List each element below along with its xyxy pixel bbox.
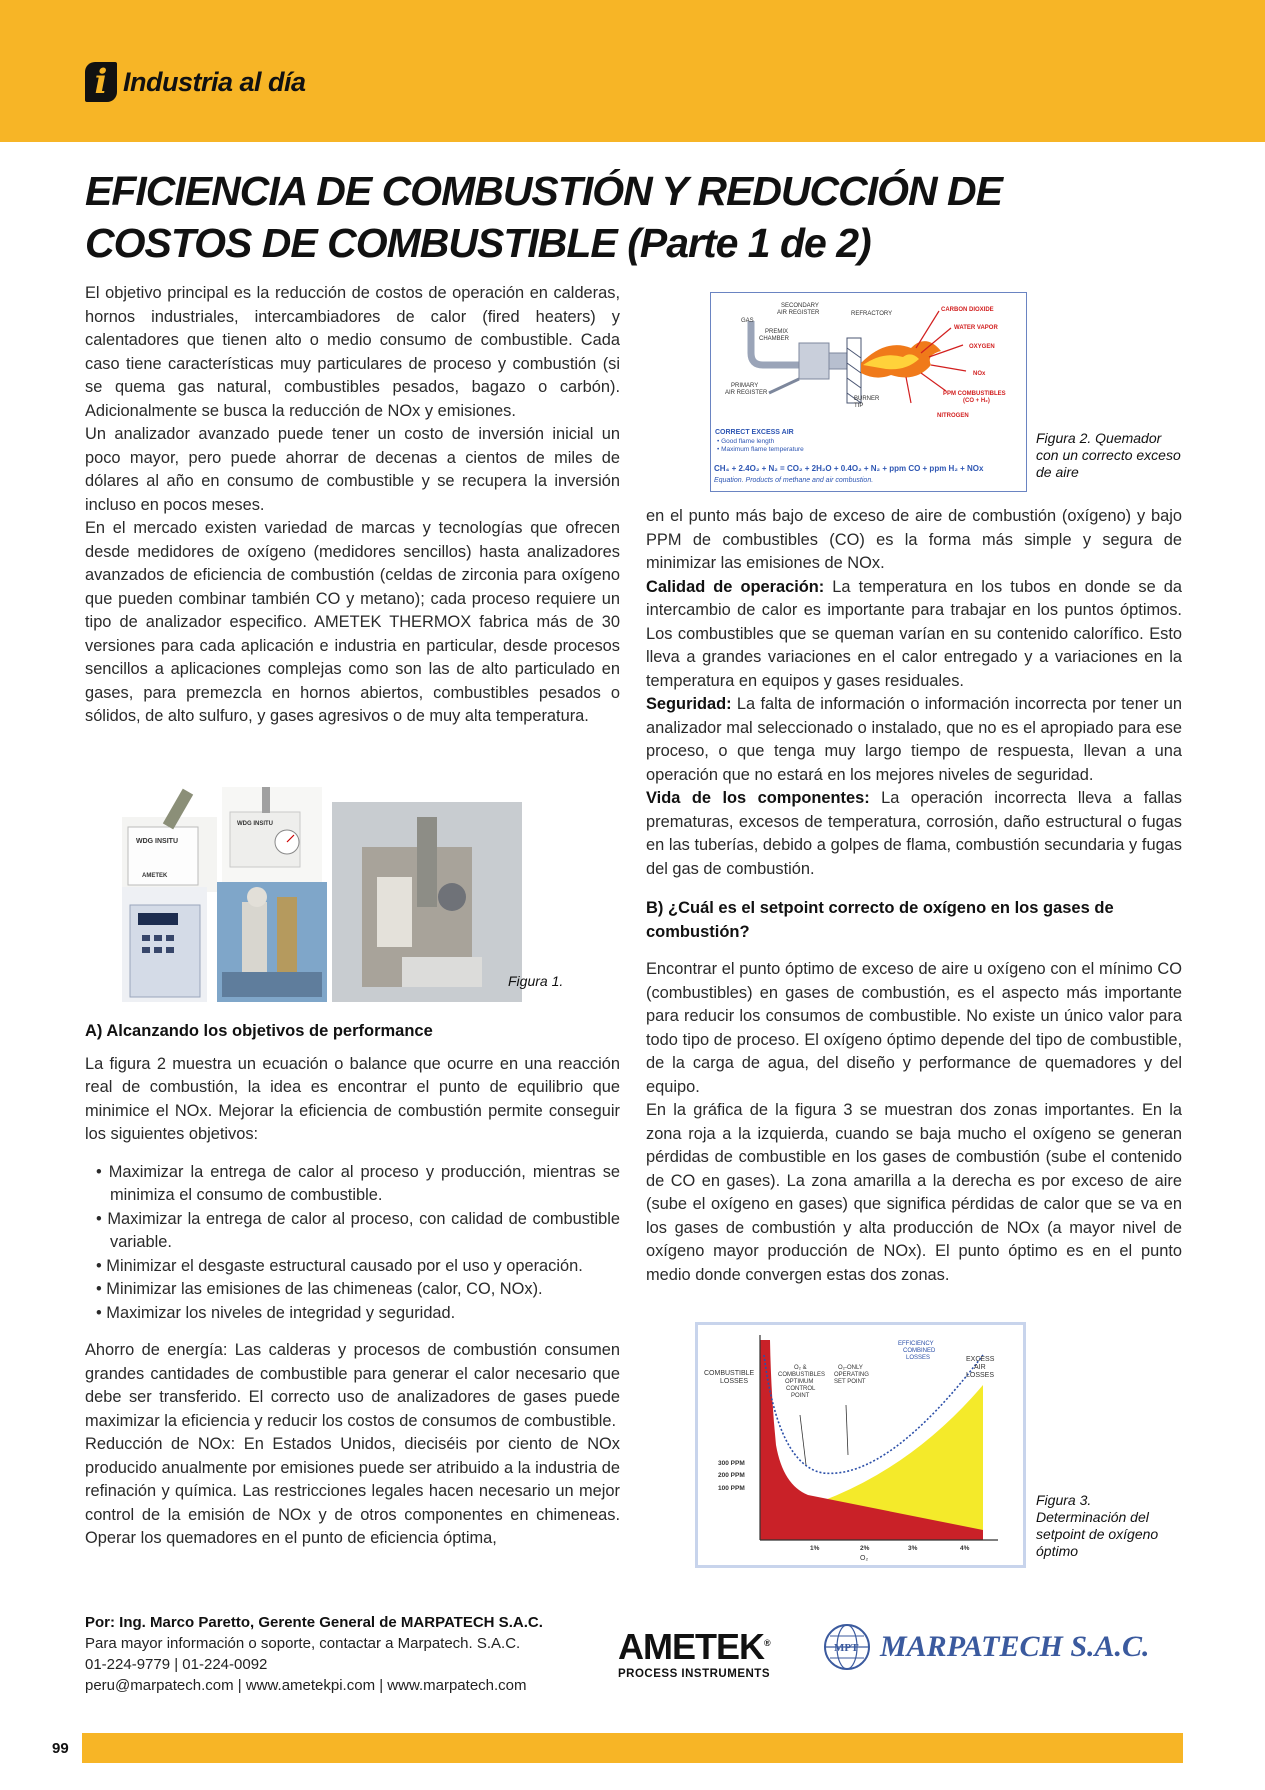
fig2-label-primary-air: AIR REGISTER [725,390,768,396]
paragraph: En el mercado existen variedad de marcas y tecnologías que ofrecen desde medidores de oxígeno (medidores sencillos) hasta analizadores avanzados de eficiencia de combustión (celdas de zirconia para oxígeno que pueden combinar también CO y metano); cada proceso requiere un tipo de analizador especifico. AMETEK THERMOX fabrica más de 30 versiones para cada aplicación e industria en particular, desde procesos sencillos a aplicaciones complejas como son las de alto particulado en gases, para premezcla en hornos abiertos, combustibles pesados o sólidos, de alto sulfuro, y gases agresivos o de muy alta temperatura. [85,519,620,725]
list-item: • Minimizar las emisiones de las chimeneas (calor, CO, NOx). [85,1278,620,1302]
fig2-label-nitrogen: NITROGEN [937,413,969,419]
photo-label-2: WDG INSITU [237,821,273,827]
section-b-heading: B) ¿Cuál es el setpoint correcto de oxígeno en los gases de combustión? [646,899,1114,941]
globe-icon [822,1622,872,1672]
fig3-x-tick: 2% [860,1545,870,1552]
ametek-wordmark: AMETEK [618,1626,764,1667]
fig3-label: O₂ & [794,1365,807,1371]
life-text: La operación incorrecta lleva a fallas prematuras, excesos de temperatura, corrosión, daño estructural o fugas en las tuberías, debido a golpes de flama, combustión secundaria y fugas del gas de combustión. [646,789,1182,878]
burner-illustration [711,293,1026,491]
fig3-label: SET POINT [834,1379,866,1385]
fig3-label: POINT [791,1393,810,1399]
byline: Por: Ing. Marco Paretto, Gerente General de MARPATECH S.A.C. [85,1614,543,1631]
fig2-label-burner: BURNER [854,396,880,402]
fig2-equation: CH₄ + 2.4O₂ + N₂ = CO₂ + 2H₂O + 0.4O₂ + N₂ + ppm CO + ppm H₂ + NOx [714,464,984,473]
fig3-x-tick: 1% [810,1545,820,1552]
paragraph: La figura 2 muestra un ecuación o balance que ocurre en una reacción real de combustión, la idea es encontrar el punto de equilibrio que minimice el NOx. Mejorar la eficiencia de combustión permite conseguir los siguientes objetivos: [85,1054,620,1143]
fig3-label: O₂-ONLY [838,1365,863,1371]
fig3-label: EFFICIENCY [898,1341,934,1347]
fig2-label-ppm: PPM COMBUSTIBLES [943,391,1006,397]
fig2-equation-note: Equation. Products of methane and air combustion. [714,477,874,484]
marpatech-logo [822,1622,1150,1672]
page-number: 99 [52,1740,69,1757]
fig3-label: OPTIMUM [785,1379,814,1385]
fig3-label: LOSSES [966,1372,995,1379]
fig3-ppm-tick: 100 PPM [718,1485,745,1492]
fig2-label-air-register: AIR REGISTER [777,310,820,316]
marpatech-seal-text: MPT [834,1642,859,1654]
author-credits [85,1612,543,1696]
title-line-1: EFICIENCIA DE COMBUSTIÓN Y REDUCCIÓN DE [85,168,1002,214]
fig2-label-chamber: CHAMBER [759,336,790,342]
paragraph: El objetivo principal es la reducción de costos de operación en calderas, hornos industriales, intercambiadores de calor (fired heaters) y calentadores que tienen alto o medio consumo de combustible. Cada caso tiene características muy particulares de proceso y combustión (si se quema gas natural, combustibles pesados, bagazo o carbón). Adicionalmente se busca la reducción de NOx y emisiones. [85,284,620,420]
fig2-label-gas: GAS [741,318,754,324]
paragraph: En la gráfica de la figura 3 se muestran dos zonas importantes. En la zona roja a la izquierda, cuando se baja mucho el oxígeno se generan pérdidas de combustible en los gases de combustión (sube el contenido de CO en gases). La zona amarilla a la derecha es por exceso de aire (sube el oxígeno en gases) que significa pérdidas de calor que se va en los gases de combustión y alta producción de NOx (a mayor nivel de oxígeno mayor producción de NOx). El punto óptimo es en el punto medio donde convergen estas dos zonas. [646,1101,1182,1284]
web-line: peru@marpatech.com | www.ametekpi.com | www.marpatech.com [85,1677,527,1694]
objectives-list [85,1161,620,1326]
quality-label: Calidad de operación: [646,577,825,596]
registered-mark: ® [764,1638,770,1648]
list-item: • Maximizar la entrega de calor al proceso, con calidad de combustible variable. [85,1208,620,1255]
paragraph: Reducción de NOx: En Estados Unidos, dieciséis por ciento de NOx producido anualmente por emisiones puede ser atribuido a la industria de refinación y química. Las restricciones legales hacen necesario un mejor control de la emisión de NOx y de otros componentes en chimeneas. Operar los quemadores en el punto de eficiencia óptima, [85,1435,620,1547]
paragraph [646,693,1182,787]
fig3-label: COMBINED [903,1348,936,1354]
fig2-label-refractory: REFRACTORY [851,311,893,317]
fig3-label: COMBUSTIBLES [778,1372,826,1378]
figure-2-caption: Figura 2. Quemador con un correcto exceso de aire [1036,430,1181,480]
section-title: Industria al día [123,66,306,97]
figure-1-caption: Figura 1. [508,973,564,989]
fig3-label: AIR [974,1364,986,1371]
ametek-logo [618,1625,770,1680]
figure-2-burner-diagram [710,292,1027,492]
paragraph: Encontrar el punto óptimo de exceso de aire u oxígeno con el mínimo CO (combustibles) en gases de combustión, es el aspecto más importante para reducir los consumos de combustible. No existe un único valor para todo tipo de proceso. El oxígeno óptimo depende del tipo de combustible, de la carga de agua, del diseño y performance de quemadores y del equipo. [646,960,1182,1096]
fig2-correct-item: • Good flame length [717,438,775,445]
article-title [85,165,1185,269]
fig2-label-oxygen: OXYGEN [969,344,995,350]
paragraph: en el punto más bajo de exceso de aire de combustión (oxígeno) y bajo PPM de combustibles (CO) es la forma más simple y segura de minimizar las emisiones de NOx. [646,507,1182,572]
safety-label: Seguridad: [646,695,732,713]
fig3-label: LOSSES [906,1355,931,1361]
fig2-correct-item: • Maximum flame temperature [717,446,804,453]
fig3-label: LOSSES [720,1378,749,1385]
left-column-bottom [85,1020,620,1551]
life-label: Vida de los componentes: [646,789,870,807]
fig2-label-primary: PRIMARY [731,383,759,389]
figure-3-setpoint-chart [695,1322,1026,1568]
photo-label-1: WDG INSITU [136,838,178,845]
fig3-x-axis-label: O₂ [860,1555,869,1562]
fig3-label: OPERATING [834,1372,869,1378]
fig2-label-co2: CARBON DIOXIDE [941,307,994,313]
fig2-label-premix: PREMIX [765,329,789,335]
fig2-label-tip: TIP [854,403,864,409]
right-column [646,505,1182,1287]
list-item: • Maximizar la entrega de calor al proceso y producción, mientras se minimiza el consumo de combustible. [85,1161,620,1208]
section-brand [85,62,306,102]
fig3-x-tick: 3% [908,1545,918,1552]
left-column-top [85,282,620,729]
fig3-label: EXCESS [966,1356,995,1363]
paragraph: Ahorro de energía: Las calderas y procesos de combustión consumen grandes cantidades de combustible para generar el calor necesario que debe ser transferido. El correcto uso de analizadores de gases puede maximizar la eficiencia y reducir los costos de consumos de combustible. [85,1341,620,1430]
figure-3-caption: Figura 3. Determinación del setpoint de oxígeno óptimo [1036,1492,1159,1559]
contact-line: Para mayor información o soporte, contactar a Marpatech. S.A.C. [85,1635,521,1652]
fig3-label: COMBUSTIBLE [704,1370,755,1377]
analyzer-photos-image [122,787,522,1002]
fig3-ppm-tick: 300 PPM [718,1460,745,1467]
photo-brand: AMETEK [142,873,168,879]
paragraph [646,576,1182,694]
list-item: • Minimizar el desgaste estructural causado por el uso y operación. [85,1255,620,1279]
fig2-label-nox: NOx [973,371,986,377]
section-a-heading: A) Alcanzando los objetivos de performance [85,1022,433,1040]
fig2-label-water: WATER VAPOR [954,325,998,331]
info-icon: i [85,62,117,102]
fig3-x-tick: 4% [960,1545,970,1552]
paragraph [646,787,1182,881]
quality-text: La temperatura en los tubos en donde se da intercambio de calor es importante para trabajar en los puntos óptimos. Los combustibles que se queman varían en su contenido calorífico. Esto lleva a grandes variaciones en el calor entregado y a variaciones en la temperatura en equipos y gases residuales. [646,577,1182,690]
fig2-label-co-h2: (CO + H₂) [963,398,990,404]
fig2-label-secondary: SECONDARY [781,303,819,309]
fig2-correct-title: CORRECT EXCESS AIR [715,429,794,436]
safety-text: La falta de información o información incorrecta por tener un analizador mal seleccionado o instalado, que no es el apropiado para ese proceso, o que tenga muy largo tiempo de respuesta, llevan a una operación que no estará en los mejores niveles de seguridad. [646,695,1182,784]
fig3-ppm-tick: 200 PPM [718,1472,745,1479]
figure-1-photos [122,787,522,1002]
header-band [0,0,1265,142]
phone-line: 01-224-9779 | 01-224-0092 [85,1656,268,1673]
title-line-2: COSTOS DE COMBUSTIBLE [85,220,617,266]
footer-band [82,1733,1183,1763]
marpatech-wordmark: MARPATECH S.A.C. [880,1630,1150,1663]
title-part: (Parte 1 de 2) [627,220,871,266]
fig3-label: CONTROL [786,1386,816,1392]
paragraph: Un analizador avanzado puede tener un costo de inversión inicial un poco mayor, pero puede ahorrar de decenas a cientos de miles de dólares al año en consumo de combustible y se recupera la inversión incluso en pocos meses. [85,425,620,514]
setpoint-diagram [698,1325,1023,1565]
ametek-subtitle: PROCESS INSTRUMENTS [618,1668,770,1680]
list-item: • Maximizar los niveles de integridad y seguridad. [85,1302,620,1326]
